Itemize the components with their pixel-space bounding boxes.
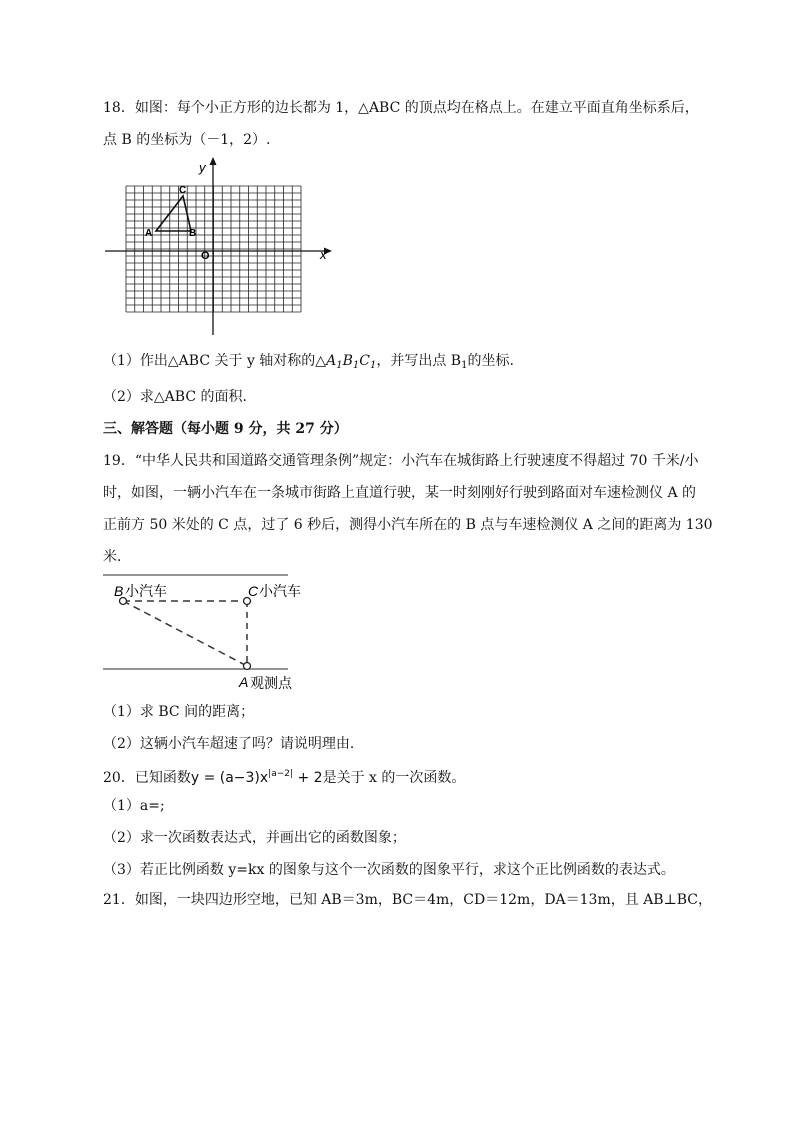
point-a xyxy=(244,663,251,670)
formula-tail: + 2 xyxy=(293,770,323,786)
a1-sub: 1 xyxy=(336,360,343,371)
q19-line2: 时，如图，一辆小汽车在一条城市街路上直道行驶，某一时刻刚好行驶到路面对车速检测仪 A 的 xyxy=(103,485,697,501)
formula-exponent: |a−2| xyxy=(268,769,294,779)
q18-part1-text: （1）作出△ABC 关于 y 轴对称的△ xyxy=(103,353,327,369)
label-c-car: 小汽车 xyxy=(259,583,301,599)
q19-part1: （1）求 BC 间的距离； xyxy=(103,704,255,720)
q19-road-figure xyxy=(100,570,320,695)
label-a: A xyxy=(145,228,153,239)
q20-part3: （3）若正比例函数 y=kx 的图象与这个一次函数的图象平行，求这个正比例函数的表达式。 xyxy=(103,862,675,878)
q19-line3: 正前方 50 米处的 C 点，过了 6 秒后，测得小汽车所在的 B 点与车速检测仪 A 之间的距离为 130 xyxy=(103,517,713,533)
y-axis-arrow xyxy=(210,157,217,165)
label-b: B xyxy=(114,583,124,599)
label-a: A xyxy=(239,674,249,690)
q19-line1: 19．“中华人民共和国道路交通管理条例”规定：小汽车在城街路上行驶速度不得超过 70 千米/小 xyxy=(103,453,699,469)
section-heading: 三、解答题（每小题 9 分，共 27 分） xyxy=(103,421,348,437)
label-a-station: 观测点 xyxy=(250,675,292,691)
q19-line4: 米． xyxy=(103,549,131,565)
label-c: C xyxy=(248,583,259,599)
q18-line2: 点 B 的坐标为（－1，2）. xyxy=(103,132,271,148)
q18-part1-post: ，并写出点 B xyxy=(376,353,462,369)
c1-sub: 1 xyxy=(369,360,377,371)
q18-part1-end: 的坐标. xyxy=(467,353,514,369)
q18-part1 xyxy=(103,351,514,376)
q20-part2: （2）求一次函数表达式，并画出它的函数图象； xyxy=(103,830,406,846)
q18-part2: （2）求△ABC 的面积. xyxy=(103,389,247,405)
q18-line1: 18．如图：每个小正方形的边长都为 1，△ABC 的顶点均在格点上。在建立平面直角坐标系后， xyxy=(103,100,699,116)
q20-part1: （1）a=; xyxy=(103,798,165,814)
b1-sub: 1 xyxy=(352,360,360,371)
q20-formula xyxy=(191,770,323,786)
q20-line1 xyxy=(103,764,465,788)
q21-line1: 21．如图，一块四边形空地，已知 AB＝3m，BC＝4m，CD＝12m，DA＝13m，且 AB⊥BC， xyxy=(103,892,713,908)
label-y: y xyxy=(199,160,206,175)
label-c: C xyxy=(179,185,187,196)
b1-letter: B xyxy=(342,353,353,369)
q19-part2: （2）这辆小汽车超速了吗？请说明理由． xyxy=(103,736,364,752)
b1-point-sub: 1 xyxy=(461,360,468,371)
triangle-a1b1c1 xyxy=(326,353,376,369)
a1-letter: A xyxy=(326,353,337,369)
label-origin: O xyxy=(201,250,210,262)
label-b-car: 小汽车 xyxy=(125,583,167,599)
q20-pre: 20．已知函数 xyxy=(103,770,191,786)
formula-main: y = (a−3)x xyxy=(190,770,269,786)
c1-letter: C xyxy=(359,353,370,369)
q18-coordinate-grid-figure xyxy=(100,155,340,345)
label-b: B xyxy=(189,228,197,239)
label-x: x xyxy=(320,247,327,262)
q20-post: 是关于 x 的一次函数。 xyxy=(322,770,466,786)
segment-ba xyxy=(123,601,247,666)
